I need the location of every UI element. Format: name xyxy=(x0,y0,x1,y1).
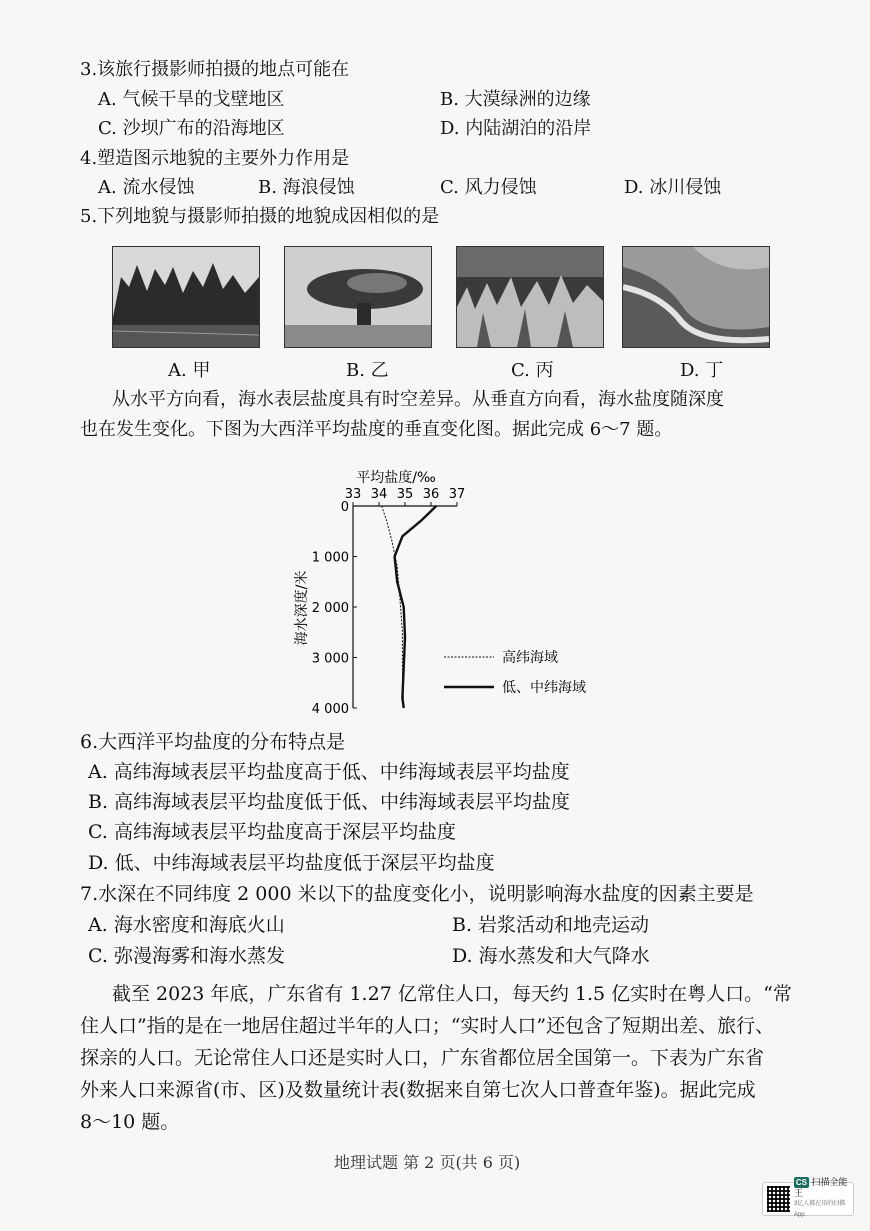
q3-option-d: D. 内陆湖泊的沿岸 xyxy=(440,118,592,139)
chart-y-tick-label: 1 000 xyxy=(311,550,349,566)
intro1-line1: 从水平方向看，海水表层盐度具有时空差异。从垂直方向看，海水盐度随深度 xyxy=(112,389,724,410)
chart-x-tick-label: 36 xyxy=(422,487,440,502)
chart-series-line-0 xyxy=(382,506,404,708)
chart-x-tick-label: 37 xyxy=(448,487,466,502)
q6-option-c: C. 高纬海域表层平均盐度高于深层平均盐度 xyxy=(88,821,456,843)
qr-code-icon xyxy=(767,1186,790,1212)
q6-stem: 6.大西洋平均盐度的分布特点是 xyxy=(80,731,346,753)
intro2-line2: 住人口”指的是在一地居住超过半年的人口；“实时人口”还包含了短期出差、旅行、 xyxy=(80,1015,775,1037)
photo-yi-mushroom-rock xyxy=(284,246,432,348)
chart-series-line-1 xyxy=(395,506,437,708)
q7-option-a: A. 海水密度和海底火山 xyxy=(88,914,285,936)
caption-yi: B. 乙 xyxy=(346,360,389,381)
q4-option-c: C. 风力侵蚀 xyxy=(440,177,537,198)
q5-stem: 5.下列地貌与摄影师拍摄的地貌成因相似的是 xyxy=(80,206,440,227)
q6-option-b: B. 高纬海域表层平均盐度低于低、中纬海域表层平均盐度 xyxy=(88,791,571,813)
intro2-line1: 截至 2023 年底，广东省有 1.27 亿常住人口，每天约 1.5 亿实时在粤人口。“常 xyxy=(112,983,792,1005)
q4-option-a: A. 流水侵蚀 xyxy=(98,177,195,198)
chart-y-tick-label: 2 000 xyxy=(311,601,349,616)
chart-x-axis-label: 平均盐度/‰ xyxy=(356,470,436,486)
caption-jia: A. 甲 xyxy=(168,360,211,381)
chart-y-axis-label: 海水深度/米 xyxy=(294,570,310,646)
chart-y-tick-label: 4 000 xyxy=(311,702,349,717)
photo-bing-stone-forest xyxy=(456,246,604,348)
chart-x-tick-label: 35 xyxy=(396,487,414,502)
q3-stem: 3.该旅行摄影师拍摄的地点可能在 xyxy=(80,59,350,80)
chart-legend-label-0: 高纬海域 xyxy=(502,650,558,666)
scanner-name: 扫描全能王 xyxy=(793,1177,848,1198)
caption-ding: D. 丁 xyxy=(680,360,724,381)
q7-option-b: B. 岩浆活动和地壳运动 xyxy=(452,914,650,936)
chart-y-tick-label: 0 xyxy=(340,500,349,515)
caption-bing: C. 丙 xyxy=(511,360,554,381)
chart-x-tick-label: 33 xyxy=(344,487,362,502)
q4-option-b: B. 海浪侵蚀 xyxy=(258,177,355,198)
q6-option-a: A. 高纬海域表层平均盐度高于低、中纬海域表层平均盐度 xyxy=(88,761,570,783)
q7-stem: 7.水深在不同纬度 2 000 米以下的盐度变化小，说明影响海水盐度的因素主要是 xyxy=(80,883,754,905)
q7-option-d: D. 海水蒸发和大气降水 xyxy=(452,945,650,967)
intro2-line5: 8～10 题。 xyxy=(80,1111,180,1133)
q4-stem: 4.塑造图示地貌的主要外力作用是 xyxy=(80,148,350,169)
q6-option-d: D. 低、中纬海域表层平均盐度低于深层平均盐度 xyxy=(88,852,495,874)
q3-option-a: A. 气候干旱的戈壁地区 xyxy=(98,89,285,110)
chart-legend-label-1: 低、中纬海域 xyxy=(502,680,586,696)
scanner-subtitle: 3亿人都在用的扫描App xyxy=(793,1201,846,1218)
q3-option-c: C. 沙坝广布的沿海地区 xyxy=(98,118,285,139)
page-footer: 地理试题 第 2 页(共 6 页) xyxy=(334,1153,521,1172)
q4-option-d: D. 冰川侵蚀 xyxy=(624,177,722,198)
cs-logo-icon: CS xyxy=(795,1178,807,1187)
chart-y-tick-label: 3 000 xyxy=(311,651,349,667)
photo-jia-karst-peaks xyxy=(112,246,260,348)
intro2-line3: 探亲的人口。无论常住人口还是实时人口，广东省都位居全国第一。下表为广东省 xyxy=(80,1047,765,1069)
chart-x-tick-label: 34 xyxy=(370,487,388,502)
q3-option-b: B. 大漠绿洲的边缘 xyxy=(440,89,591,110)
photo-ding-river-canyon xyxy=(622,246,770,348)
intro2-line4: 外来人口来源省(市、区)及数量统计表(数据来自第七次人口普查年鉴)。据此完成 xyxy=(80,1079,756,1101)
q7-option-c: C. 弥漫海雾和海水蒸发 xyxy=(88,945,285,967)
scanner-watermark xyxy=(762,1177,854,1218)
intro1-line2: 也在发生变化。下图为大西洋平均盐度的垂直变化图。据此完成 6～7 题。 xyxy=(80,419,673,440)
